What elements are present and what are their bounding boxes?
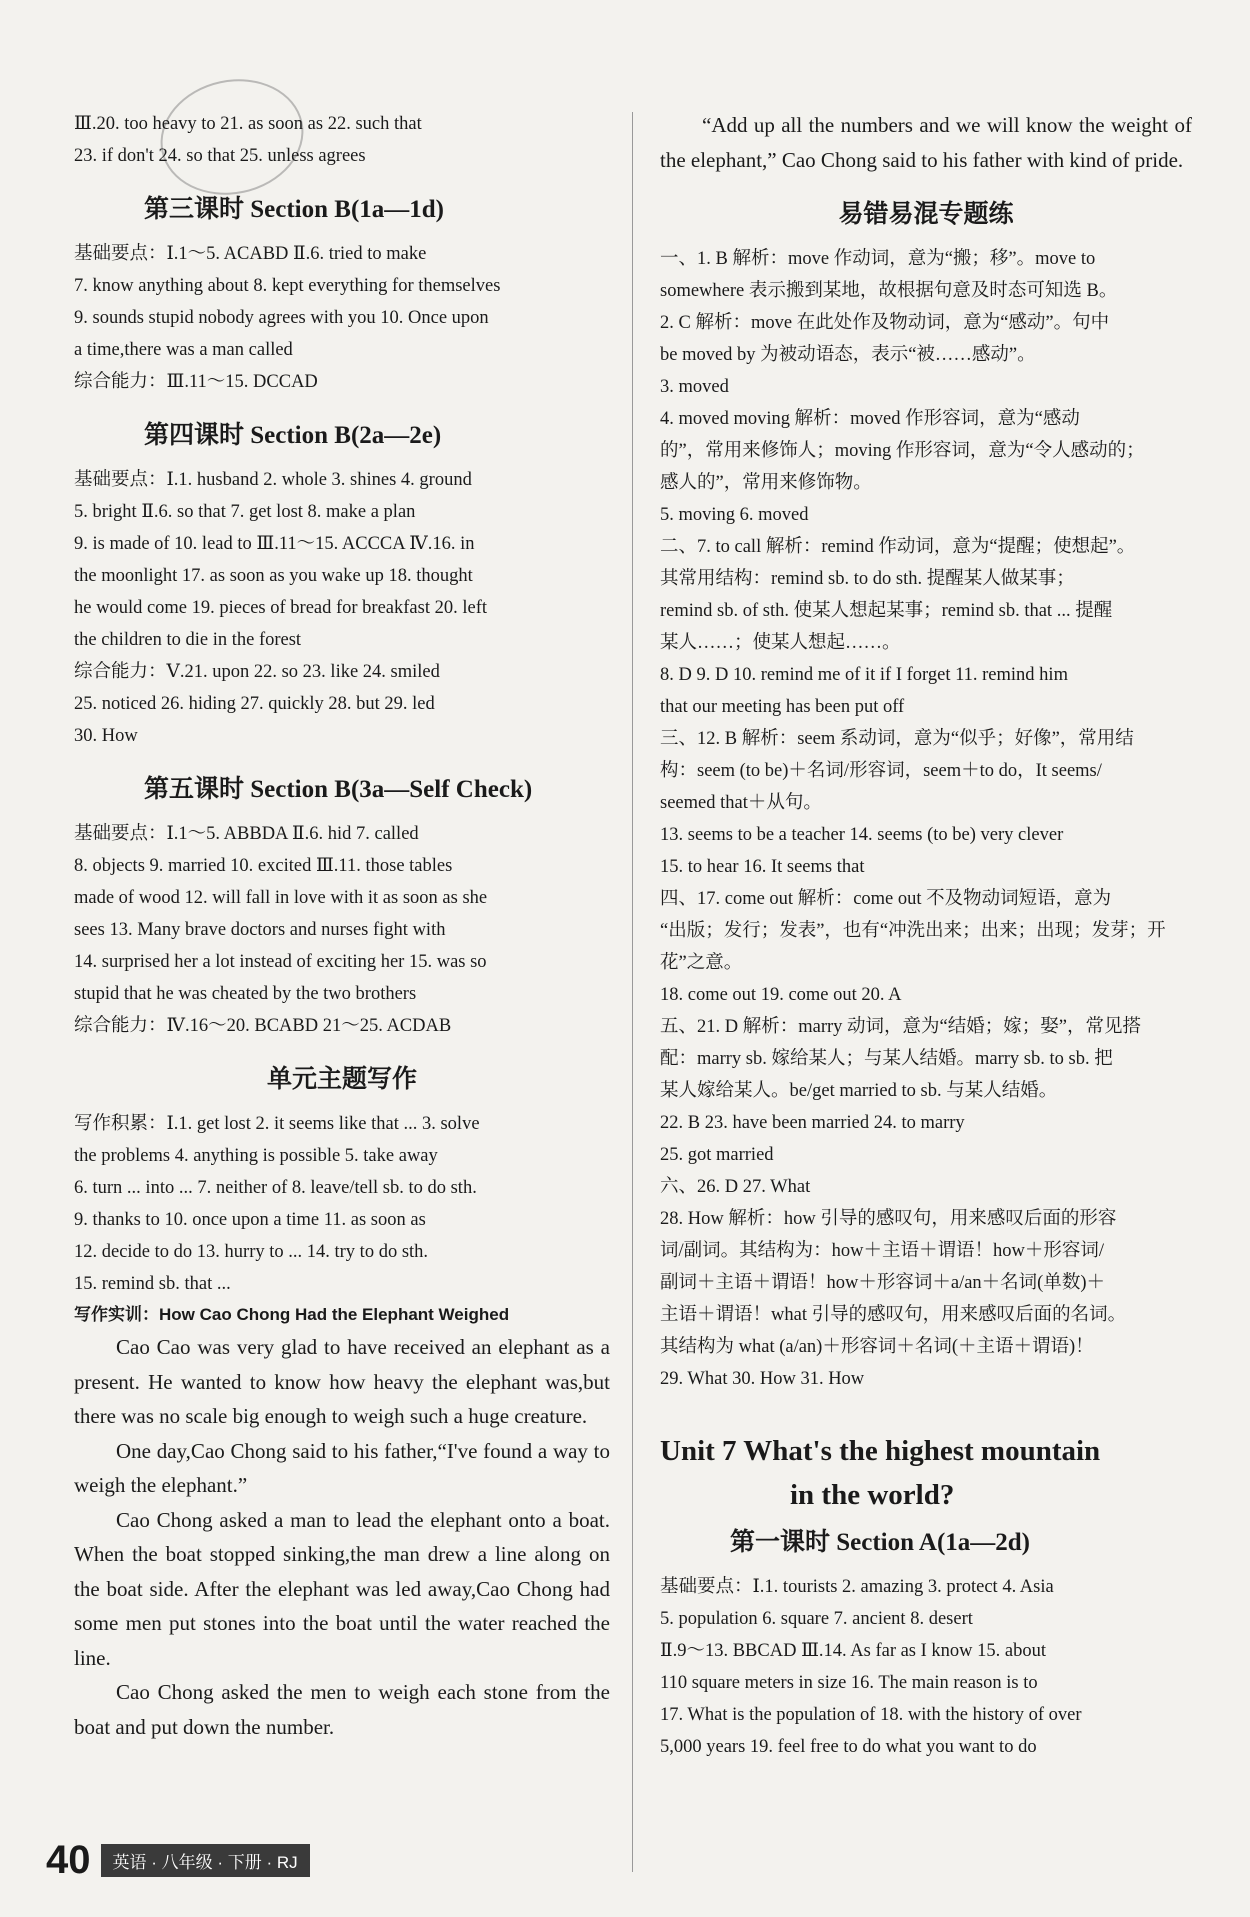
text-line: be moved by 为被动语态，表示“被……感动”。 <box>660 345 1036 365</box>
text-line: 其结构为 what (a/an)＋形容词＋名词(＋主语＋谓语)！ <box>660 1337 1094 1357</box>
text-line: Ⅲ.20. too heavy to 21. as soon as 22. such that <box>74 114 422 134</box>
section-body <box>74 464 610 752</box>
text-line: 8. objects 9. married 10. excited Ⅲ.11. those tables <box>74 856 453 876</box>
text-line: that our meeting has been put off <box>660 697 905 717</box>
text-line: 17. What is the population of 18. with the history of over <box>660 1705 1082 1725</box>
text-line: 构：seem (to be)＋名词/形容词，seem＋to do，It seems/ <box>660 761 1102 781</box>
section-title: 第一课时 Section A(1a—2d) <box>730 1529 1031 1556</box>
text-line: 三、12. B 解析：seem 系动词，意为“似乎；好像”，常用结 <box>660 729 1134 749</box>
text-line: 基础要点：Ⅰ.1. husband 2. whole 3. shines 4. ground <box>74 470 472 490</box>
text-line: 9. sounds stupid nobody agrees with you 10. Once upon <box>74 308 489 328</box>
text-line: 22. B 23. have been married 24. to marry <box>660 1113 965 1133</box>
text-line: sees 13. Many brave doctors and nurses fight with <box>74 920 446 940</box>
text-line: remind sb. of sth. 使某人想起某事；remind sb. that ... 提醒 <box>660 601 1113 621</box>
text-line: 副词＋主语＋谓语！how＋形容词＋a/an＋名词(单数)＋ <box>660 1273 1105 1293</box>
text-line: 感人的”，常用来修饰物。 <box>660 473 872 493</box>
essay-body <box>74 1330 610 1744</box>
text-line: 5,000 years 19. feel free to do what you want to do <box>660 1737 1037 1757</box>
essay-paragraph: Cao Cao was very glad to have received an elephant as a present. He wanted to know how heavy the elephant was,but there was no scale big enough to weigh such a huge creature. <box>74 1335 610 1428</box>
text-line: 四、17. come out 解析：come out 不及物动词短语，意为 <box>660 889 1112 909</box>
text-line: 花”之意。 <box>660 953 743 973</box>
text-line: 二、7. to call 解析：remind 作动词，意为“提醒；使想起”。 <box>660 537 1136 557</box>
right-column <box>660 108 1192 1763</box>
text-line: 主语＋谓语！what 引导的感叹句，用来感叹后面的名词。 <box>660 1305 1127 1325</box>
text-line: a time,there was a man called <box>74 340 293 360</box>
essay-title: 写作实训：How Cao Chong Had the Elephant Weighed <box>74 1305 510 1324</box>
top-answers <box>74 108 610 172</box>
text-line: 12. decide to do 13. hurry to ... 14. try to do sth. <box>74 1242 429 1262</box>
essay-paragraph: Cao Chong asked a man to lead the elephant onto a boat. When the boat stopped sinking,the man drew a line along on the boat side. After the elephant was led away,Cao Chong had some men put stones into the boat until the water reached the line. <box>74 1507 610 1670</box>
text-line: 4. moved moving 解析：moved 作形容词，意为“感动 <box>660 409 1080 429</box>
section-body <box>74 1108 610 1300</box>
unit-title-line: Unit 7 What's the highest mountain <box>660 1435 1101 1467</box>
text-line: 7. know anything about 8. kept everything for themselves <box>74 276 501 296</box>
column-divider <box>632 112 633 1872</box>
page-footer <box>46 1838 310 1883</box>
text-line: 14. surprised her a lot instead of exciting her 15. was so <box>74 952 487 972</box>
unit-title-line: in the world? <box>790 1479 955 1511</box>
text-line: 3. moved <box>660 377 729 397</box>
text-line: 综合能力：Ⅲ.11～15. DCCAD <box>74 372 318 392</box>
essay-paragraph: “Add up all the numbers and we will know the weight of the elephant,” Cao Chong said to his father with kind of pride. <box>660 113 1192 172</box>
text-line: 18. come out 19. come out 20. A <box>660 985 902 1005</box>
text-line: 基础要点：Ⅰ.1～5. ACABD Ⅱ.6. tried to make <box>74 244 427 264</box>
essay-continuation <box>660 108 1192 177</box>
text-line: seemed that＋从句。 <box>660 793 822 813</box>
text-line: 综合能力：Ⅳ.16～20. BCABD 21～25. ACDAB <box>74 1016 452 1036</box>
text-line: 某人嫁给某人。be/get married to sb. 与某人结婚。 <box>660 1081 1058 1101</box>
text-line: made of wood 12. will fall in love with it as soon as she <box>74 888 488 908</box>
text-line: 基础要点：Ⅰ.1～5. ABBDA Ⅱ.6. hid 7. called <box>74 824 419 844</box>
text-line: the moonlight 17. as soon as you wake up 18. thought <box>74 566 473 586</box>
text-line: 5. moving 6. moved <box>660 505 809 525</box>
text-line: 23. if don't 24. so that 25. unless agrees <box>74 146 366 166</box>
text-line: the problems 4. anything is possible 5. take away <box>74 1146 438 1166</box>
section-body <box>74 238 610 398</box>
text-line: 30. How <box>74 726 138 746</box>
text-line: 9. is made of 10. lead to Ⅲ.11～15. ACCCA Ⅳ.16. in <box>74 534 475 554</box>
page-number: 40 <box>46 1838 91 1882</box>
footer-label: 英语 · 八年级 · 下册 · RJ <box>101 1844 310 1877</box>
text-line: 25. noticed 26. hiding 27. quickly 28. but 29. led <box>74 694 435 714</box>
section-title: 第五课时 Section B(3a—Self Check) <box>144 776 533 803</box>
section-body <box>74 818 610 1042</box>
text-line: 8. D 9. D 10. remind me of it if I forget 11. remind him <box>660 665 1068 685</box>
text-line: Ⅱ.9～13. BBCAD Ⅲ.14. As far as I know 15. about <box>660 1641 1047 1661</box>
section-title: 第三课时 Section B(1a—1d) <box>144 196 445 223</box>
essay-paragraph: Cao Chong asked the men to weigh each stone from the boat and put down the number. <box>74 1680 610 1739</box>
left-column <box>74 108 610 1744</box>
text-line: 其常用结构：remind sb. to do sth. 提醒某人做某事； <box>660 569 1075 589</box>
text-line: 某人……；使某人想起……。 <box>660 633 901 653</box>
text-line: 15. remind sb. that ... <box>74 1274 231 1294</box>
text-line: 2. C 解析：move 在此处作及物动词，意为“感动”。句中 <box>660 313 1110 333</box>
text-line: somewhere 表示搬到某地，故根据句意及时态可知选 B。 <box>660 281 1118 301</box>
text-line: 29. What 30. How 31. How <box>660 1369 865 1389</box>
text-line: the children to die in the forest <box>74 630 302 650</box>
text-line: 综合能力：Ⅴ.21. upon 22. so 23. like 24. smiled <box>74 662 440 682</box>
text-line: 词/副词。其结构为：how＋主语＋谓语！how＋形容词/ <box>660 1241 1105 1261</box>
text-line: 6. turn ... into ... 7. neither of 8. leave/tell sb. to do sth. <box>74 1178 477 1198</box>
essay-paragraph: One day,Cao Chong said to his father,“I've found a way to weigh the elephant.” <box>74 1438 610 1497</box>
text-line: 5. population 6. square 7. ancient 8. desert <box>660 1609 973 1629</box>
text-line: “出版；发行；发表”，也有“冲洗出来；出来；出现；发芽；开 <box>660 921 1166 941</box>
text-line: 13. seems to be a teacher 14. seems (to be) very clever <box>660 825 1064 845</box>
text-line: 六、26. D 27. What <box>660 1177 811 1197</box>
section-body <box>660 1571 1192 1763</box>
text-line: 110 square meters in size 16. The main reason is to <box>660 1673 1038 1693</box>
text-line: 9. thanks to 10. once upon a time 11. as soon as <box>74 1210 426 1230</box>
text-line: he would come 19. pieces of bread for breakfast 20. left <box>74 598 488 618</box>
text-line: 5. bright Ⅱ.6. so that 7. get lost 8. make a plan <box>74 502 416 522</box>
text-line: 的”，常用来修饰人；moving 作形容词，意为“令人感动的； <box>660 441 1145 461</box>
text-line: 15. to hear 16. It seems that <box>660 857 865 877</box>
unit-title <box>660 1429 1192 1517</box>
text-line: 五、21. D 解析：marry 动词，意为“结婚；嫁；娶”，常见搭 <box>660 1017 1141 1037</box>
text-line: 25. got married <box>660 1145 774 1165</box>
text-line: stupid that he was cheated by the two brothers <box>74 984 417 1004</box>
text-line: 配：marry sb. 嫁给某人；与某人结婚。marry sb. to sb. 把 <box>660 1049 1113 1069</box>
text-line: 一、1. B 解析：move 作动词，意为“搬；移”。move to <box>660 249 1096 269</box>
section-body <box>660 243 1192 1395</box>
section-title: 单元主题写作 <box>266 1066 417 1093</box>
text-line: 基础要点：Ⅰ.1. tourists 2. amazing 3. protect 4. Asia <box>660 1577 1054 1597</box>
section-title: 易错易混专题练 <box>838 201 1014 228</box>
section-title: 第四课时 Section B(2a—2e) <box>144 422 442 449</box>
text-line: 写作积累：Ⅰ.1. get lost 2. it seems like that ... 3. solve <box>74 1114 480 1134</box>
text-line: 28. How 解析：how 引导的感叹句，用来感叹后面的形容 <box>660 1209 1117 1229</box>
